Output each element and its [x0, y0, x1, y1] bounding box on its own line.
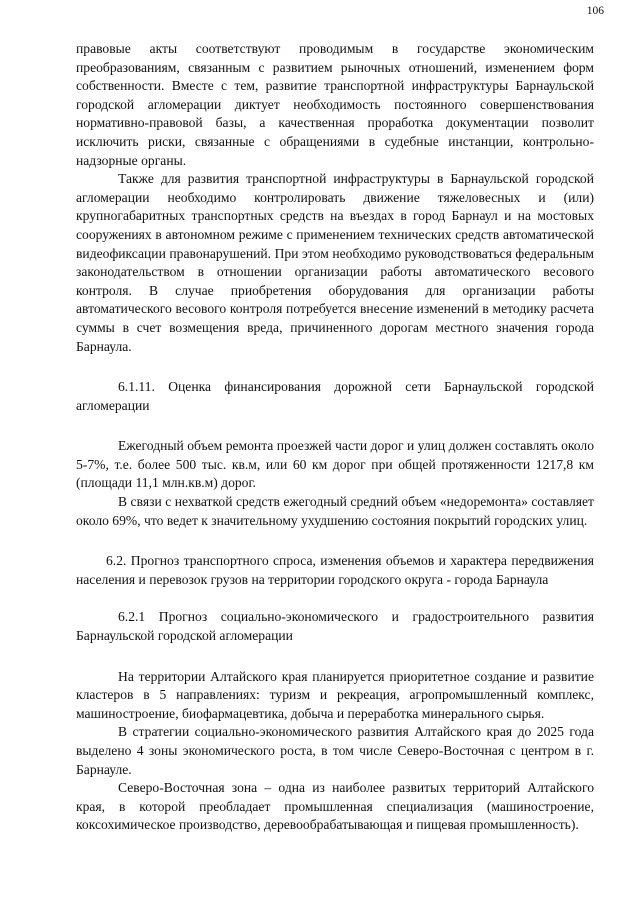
paragraph-weight-control: Также для развития транспортной инфраструктуры в Барнаульской городской агломерации необходимо контролировать движение тяжеловесных и (или) крупногабаритных транспортных средств на въездах в город Барнаул и на мостовых сооружениях в автономном режиме с применением технических средств автоматической видеофиксации правонарушений. При этом необходимо руководствоваться федеральным законодательством в отношении организации работы автоматического весового контроля. В случае приобретения оборудования для организации работы автоматического весового контроля потребуется внесение изменений в методику расчета суммы в счет возмещения вреда, причиненного дорогам местного значения города Барнаула.: [76, 171, 594, 354]
section-heading-6-1-11: 6.1.11. Оценка финансирования дорожной сети Барнаульской городской агломерации: [76, 379, 594, 413]
paragraph-legal-framework: правовые акты соответствуют проводимым в государстве экономическим преобразованиям, связанным с развитием рыночных отношений, изменением форм собственности. Вместе с тем, развитие транспортной инфраструктуры Барнаульской городской агломерации диктует необходимость постоянного совершенствования нормативно-правовой базы, а качественная проработка документации позволит исключить риски, связанные с обращениями в судебные инстанции, контрольно-надзорные органы.: [76, 41, 594, 168]
page-content: [76, 40, 594, 835]
section-heading-6-2: 6.2. Прогноз транспортного спроса, изменения объемов и характера передвижения населения и перевозок грузов на территории городского округа - города Барнаула: [76, 553, 594, 587]
paragraph-underrepair: В связи с нехваткой средств ежегодный средний объем «недоремонта» составляет около 69%, что ведет к значительному ухудшению состояния покрытий городских улиц.: [76, 494, 594, 528]
paragraph-growth-zones: В стратегии социально-экономического развития Алтайского края до 2025 года выделено 4 зоны экономического роста, в том числе Северо-Восточная с центром в г. Барнауле.: [76, 724, 594, 777]
paragraph-clusters: На территории Алтайского края планируется приоритетное создание и развитие кластеров в 5 направлениях: туризм и рекреация, агропромышленный комплекс, машиностроение, биофармацевтика, добыча и переработка минерального сырья.: [76, 668, 594, 721]
paragraph-repair-volume: Ежегодный объем ремонта проезжей части дорог и улиц должен составлять около 5-7%, т.е. более 500 тыс. кв.м, или 60 км дорог при общей протяженности 1217,8 км (площади 11,1 млн.кв.м) дорог.: [76, 438, 594, 491]
section-heading-6-2-1: 6.2.1 Прогноз социально-экономического и градостроительного развития Барнаульской городской агломерации: [76, 609, 594, 644]
paragraph-northeast-zone: Северо-Восточная зона – одна из наиболее развитых территорий Алтайского края, в которой преобладает промышленная специализация (машиностроение, коксохимическое производство, деревообрабатывающая и пищевая промышленность).: [76, 780, 594, 833]
page-number: 106: [586, 5, 604, 17]
